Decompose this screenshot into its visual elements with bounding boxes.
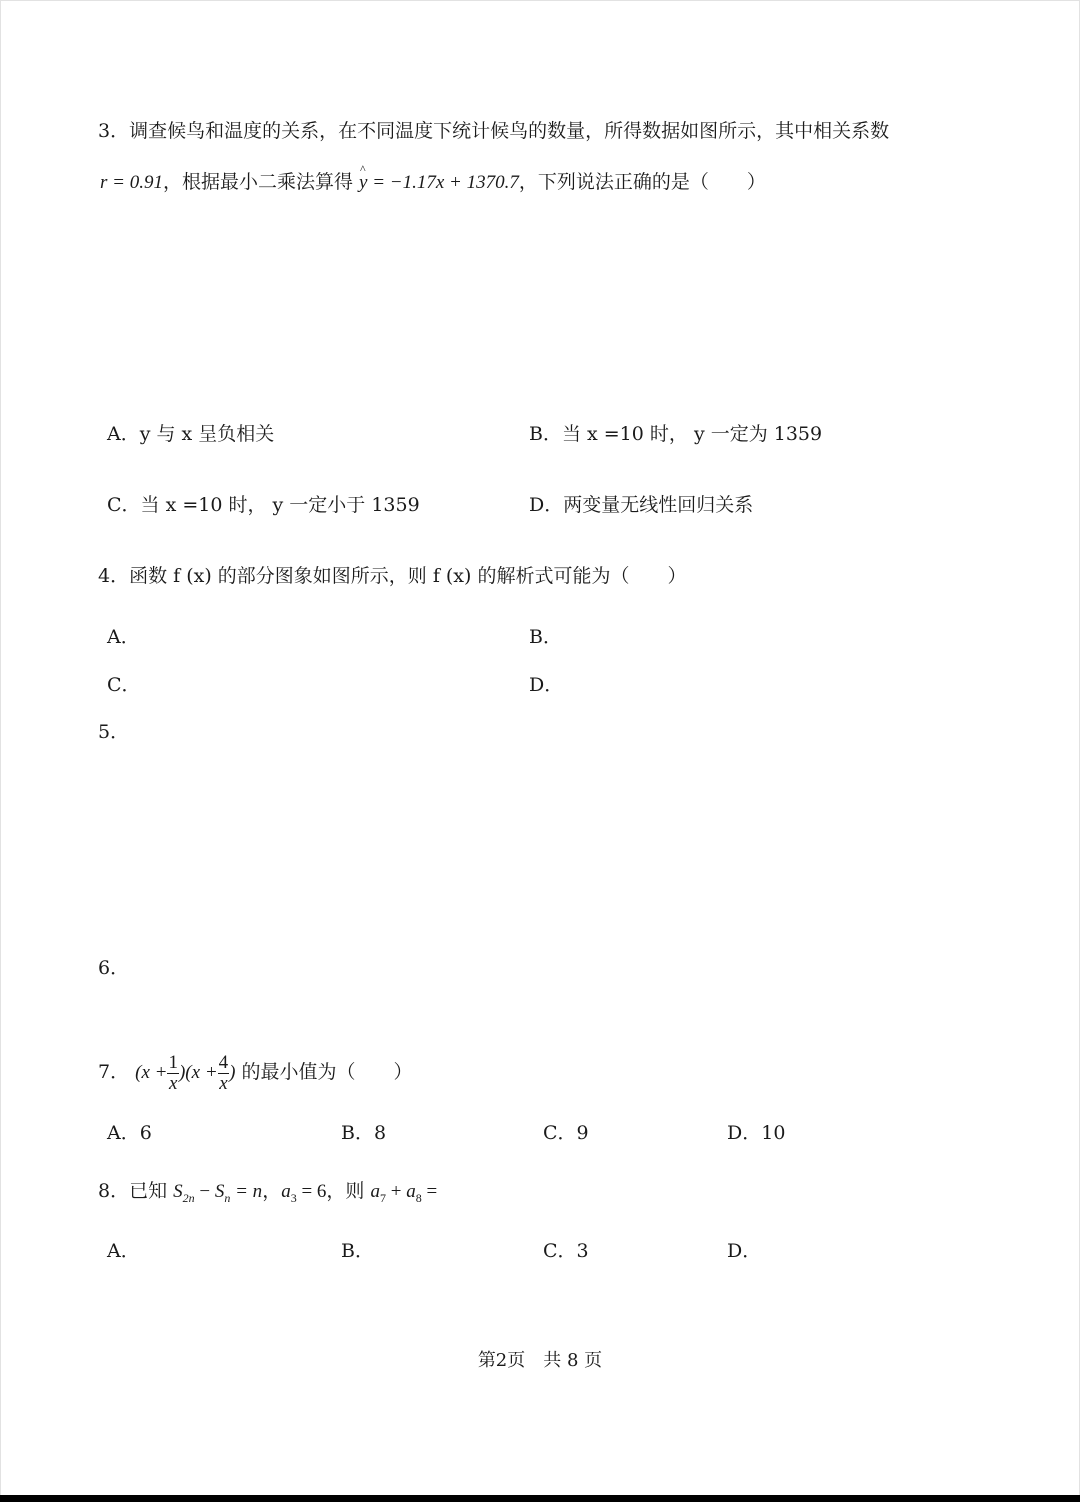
q3-number: 3． bbox=[98, 120, 130, 142]
q8-plus: + bbox=[385, 1181, 407, 1202]
q8-s2n: S bbox=[173, 1181, 183, 1202]
q8-a7: a bbox=[370, 1181, 380, 1202]
q8-option-c[interactable]: C．3 bbox=[543, 1240, 589, 1262]
q7-fraction-2 bbox=[218, 1053, 230, 1094]
q8-minus: − bbox=[194, 1181, 215, 1202]
q3-option-d[interactable] bbox=[529, 492, 753, 518]
q8-option-a[interactable]: A． bbox=[107, 1240, 140, 1262]
q3-line2 bbox=[100, 169, 766, 196]
q7-fraction-2-den: x bbox=[219, 1072, 228, 1094]
q7-fraction-1-num: 1 bbox=[168, 1051, 178, 1073]
q8-a8-sub: 8 bbox=[415, 1190, 422, 1205]
q4-option-a[interactable]: A． bbox=[107, 626, 140, 648]
q5-number: 5． bbox=[98, 721, 130, 743]
q6-number: 6． bbox=[98, 957, 130, 979]
q8-sn-sub: n bbox=[224, 1190, 231, 1205]
q7-part2: )(x + bbox=[178, 1062, 218, 1083]
q3-stem-line1: 调查候鸟和温度的关系，在不同温度下统计候鸟的数量，所得数据如图所示，其中相关系数 bbox=[129, 120, 890, 142]
q8-intro: 已知 bbox=[129, 1180, 174, 1202]
q3-option-a-label: A． bbox=[107, 423, 140, 445]
q8-eq-n: = n bbox=[230, 1181, 263, 1202]
q8-a3: a bbox=[281, 1181, 291, 1202]
q8-a3-val: = 6 bbox=[296, 1181, 327, 1202]
q7-option-b[interactable]: B．8 bbox=[341, 1122, 387, 1144]
q4-option-c[interactable]: C． bbox=[107, 674, 141, 696]
q8-a7-sub: 7 bbox=[379, 1190, 386, 1205]
page-footer: 第2页 共 8 页 bbox=[477, 1350, 603, 1371]
q4-stem bbox=[98, 563, 686, 589]
q3-option-c-text: 当 x =10 时， y 一定小于 1359 bbox=[140, 494, 420, 516]
q7-part3: ) bbox=[229, 1062, 236, 1083]
q8-option-b[interactable]: B． bbox=[341, 1240, 374, 1262]
q3-y-hat: ^ y bbox=[359, 170, 367, 196]
q3-option-d-label: D． bbox=[529, 494, 564, 516]
q8-a8: a bbox=[406, 1181, 416, 1202]
q3-option-c-label: C． bbox=[107, 494, 141, 516]
q3-regression-expr: = −1.17x + 1370.7 bbox=[367, 172, 519, 193]
q3-line1 bbox=[98, 118, 889, 144]
q3-option-c[interactable] bbox=[107, 492, 420, 518]
q7-fraction-2-num: 4 bbox=[218, 1051, 229, 1073]
q8-a3-sub: 3 bbox=[290, 1190, 297, 1205]
q7-fraction-1 bbox=[167, 1053, 179, 1094]
q8-then: ，则 bbox=[326, 1180, 371, 1202]
q8-number: 8． bbox=[98, 1180, 130, 1202]
q7-fraction-1-den: x bbox=[169, 1072, 178, 1094]
q7-option-c[interactable]: C．9 bbox=[543, 1122, 589, 1144]
q8-option-d[interactable]: D． bbox=[727, 1240, 762, 1262]
q3-option-d-text: 两变量无线性回归关系 bbox=[563, 494, 754, 516]
q4-number: 4． bbox=[98, 565, 130, 587]
q3-option-b-text: 当 x =10 时， y 一定为 1359 bbox=[561, 423, 823, 445]
q3-option-b-label: B． bbox=[529, 423, 562, 445]
q8-stem bbox=[98, 1178, 437, 1211]
q4-text: 函数 f (x) 的部分图象如图所示，则 f (x) 的解析式可能为（ ） bbox=[129, 565, 687, 587]
q7-option-d[interactable]: D．10 bbox=[727, 1122, 786, 1144]
q7-stem bbox=[98, 1048, 413, 1097]
bottom-edge-bar bbox=[0, 1495, 1080, 1502]
q3-option-a[interactable] bbox=[107, 421, 274, 447]
q3-option-a-text: y 与 x 呈负相关 bbox=[139, 423, 275, 445]
q3-text-b: ，下列说法正确的是（ ） bbox=[518, 171, 766, 193]
q3-option-b[interactable] bbox=[529, 421, 822, 447]
q7-option-a[interactable]: A．6 bbox=[107, 1122, 152, 1144]
q3-text-a: ，根据最小二乘法算得 bbox=[162, 171, 360, 193]
q7-number: 7． bbox=[98, 1061, 130, 1083]
q8-sn: S bbox=[214, 1181, 225, 1202]
q7-tail: 的最小值为（ ） bbox=[235, 1061, 413, 1083]
q3-r-expr: r = 0.91 bbox=[100, 172, 163, 193]
q7-part1: (x + bbox=[135, 1062, 168, 1083]
q4-option-d[interactable]: D． bbox=[529, 674, 564, 696]
q8-comma: ， bbox=[262, 1180, 282, 1202]
q8-eq: = bbox=[421, 1181, 438, 1202]
q4-option-b[interactable]: B． bbox=[529, 626, 562, 648]
q8-s2n-sub: 2n bbox=[182, 1190, 195, 1205]
